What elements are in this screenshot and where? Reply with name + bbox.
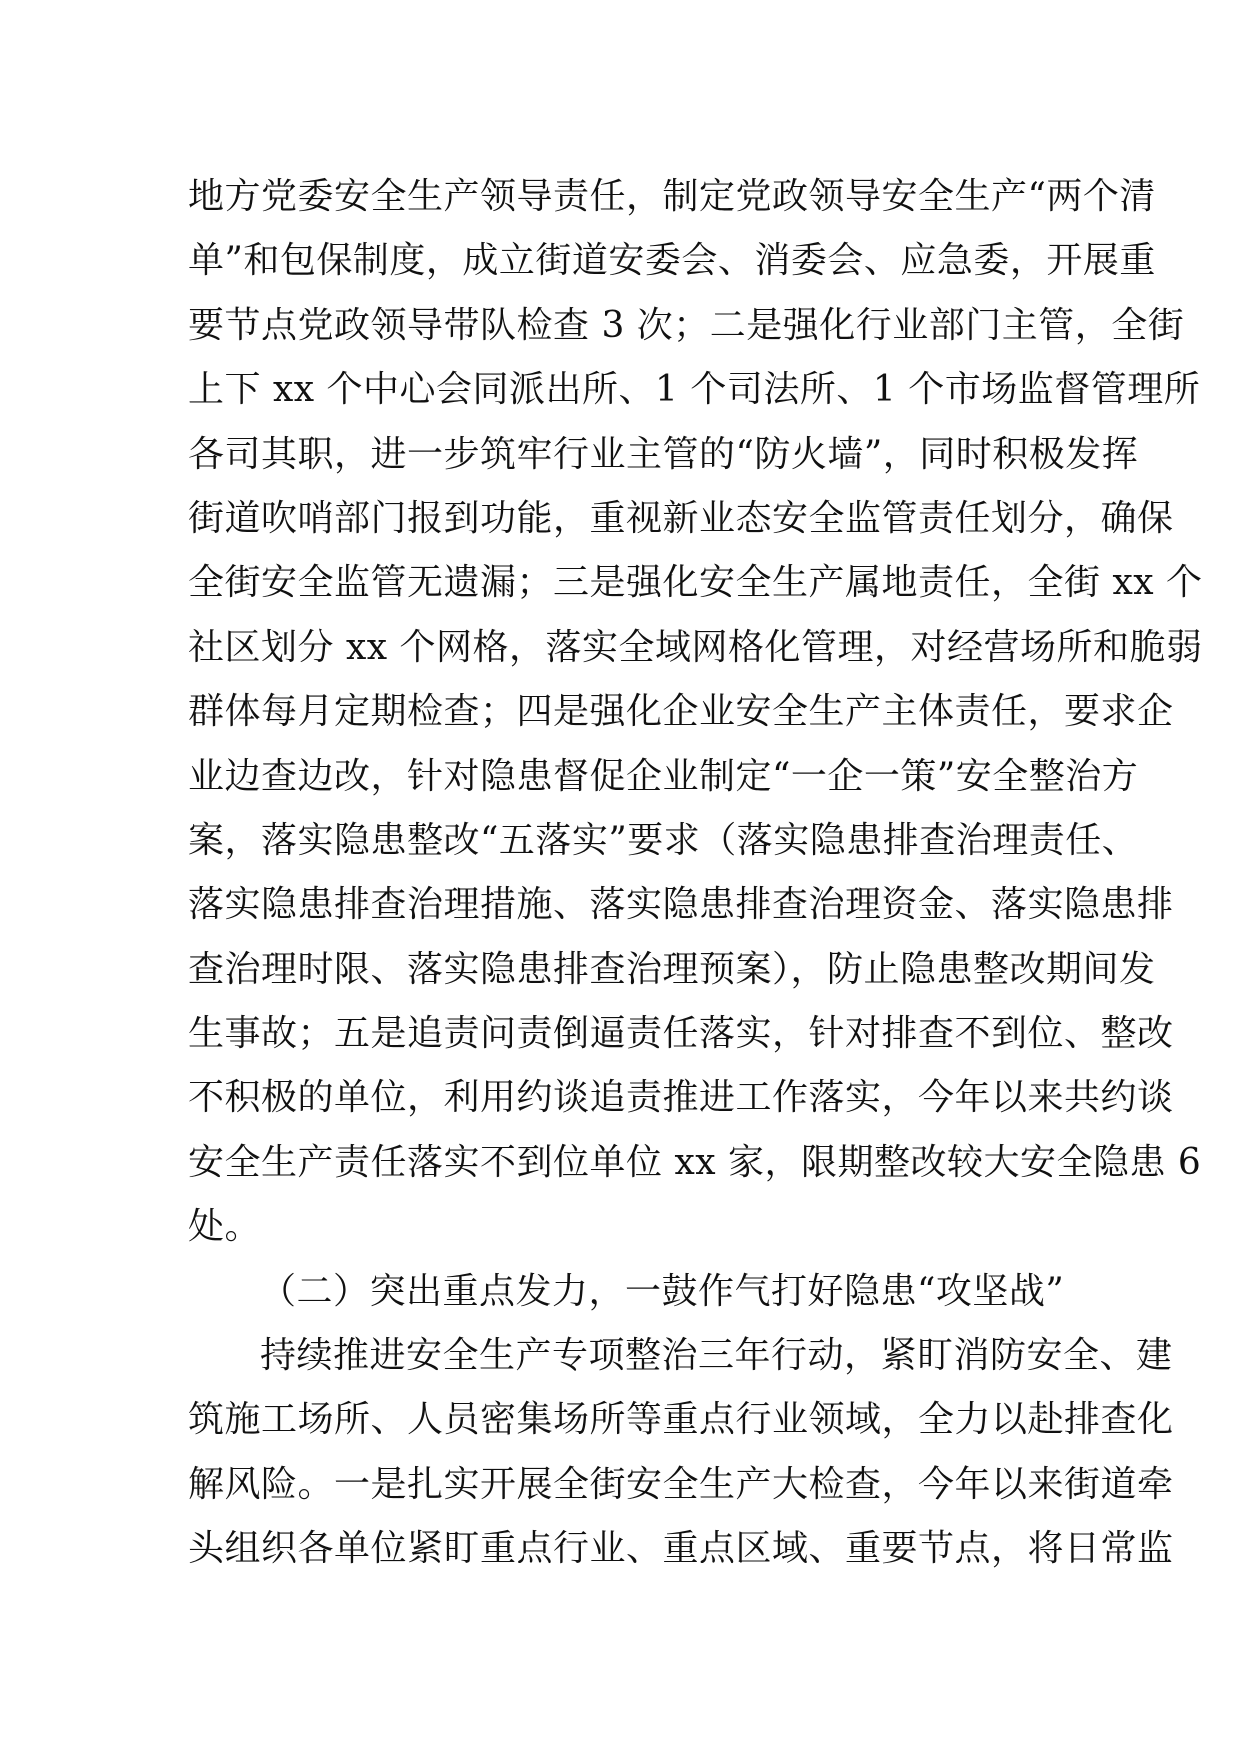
text-line: 查治理时限、落实隐患排查治理预案），防止隐患整改期间发: [188, 948, 1156, 990]
paragraph-first-line: 持续推进安全生产专项整治三年行动，紧盯消防安全、建: [260, 1335, 1173, 1377]
text-line: 案，落实隐患整改“五落实”要求（落实隐患排查治理责任、: [188, 819, 1139, 861]
text-line: 社区划分 xx 个网格，落实全域网格化管理，对经营场所和脆弱: [188, 626, 1203, 668]
text-line: 街道吹哨部门报到功能，重视新业态安全监管责任划分，确保: [188, 497, 1174, 539]
text-line: 群体每月定期检查；四是强化企业安全生产主体责任，要求企: [188, 691, 1174, 733]
text-line: 解风险。一是扎实开展全街安全生产大检查，今年以来街道牵: [188, 1463, 1174, 1505]
text-line: 全街安全监管无遗漏；三是强化安全生产属地责任，全街 xx 个: [188, 562, 1203, 604]
text-line: 业边查边改，针对隐患督促企业制定“一企一策”安全整治方: [188, 755, 1139, 797]
text-line: 不积极的单位，利用约谈追责推进工作落实，今年以来共约谈: [188, 1077, 1174, 1119]
text-line: 筑施工场所、人员密集场所等重点行业领域，全力以赴排查化: [188, 1399, 1174, 1441]
text-line: 处。: [188, 1206, 262, 1248]
text-line: 要节点党政领导带队检查 3 次；二是强化行业部门主管，全街: [188, 304, 1185, 346]
text-line: 地方党委安全生产领导责任，制定党政领导安全生产“两个清: [188, 176, 1156, 217]
text-line: 头组织各单位紧盯重点行业、重点区域、重要节点，将日常监: [188, 1528, 1174, 1570]
section-heading: （二）突出重点发力，一鼓作气打好隐患“攻坚战”: [260, 1270, 1065, 1312]
text-line: 单”和包保制度，成立街道安委会、消委会、应急委，开展重: [188, 240, 1156, 282]
text-line: 生事故；五是追责问责倒逼责任落实，针对排查不到位、整改: [188, 1013, 1174, 1055]
text-line: 上下 xx 个中心会同派出所、1 个司法所、1 个市场监督管理所: [188, 369, 1201, 411]
body-text: [188, 165, 1203, 1582]
text-line: 安全生产责任落实不到位单位 xx 家，限期整改较大安全隐患 6: [188, 1141, 1202, 1183]
text-line: 落实隐患排查治理措施、落实隐患排查治理资金、落实隐患排: [188, 884, 1174, 926]
text-line: 各司其职，进一步筑牢行业主管的“防火墙”，同时积极发挥: [188, 433, 1139, 475]
